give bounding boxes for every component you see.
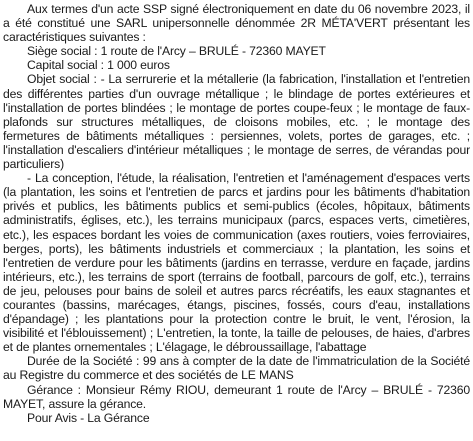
corporate-purpose-green-spaces: - La conception, l'étude, la réalisation, l'entretien et l'aménagement d'espaces verts (la plantation, les soins et l'entretien de parcs et jardins pour les bâtiments d'habitation privés et publics, les bâtiments publics et semi-publics (écoles, hôpitaux, bâtiments administratifs, églises, etc.), les terrains municipaux (parcs, espaces verts, cimetières, etc.), les espaces bordant les voies de communication (axes routiers, voies ferroviaires, berges, ports), les bâtiments industriels et commerciaux ; la plantation, les soins et l'entretien de verdure pour les bâtiments (jardins en terrasse, verdure en façade, jardins intérieurs, etc.), les terrains de sport (terrains de football, parcours de golf, etc.), terrains de jeu, pelouses pour bains de soleil et autres parcs récréatifs, les eaux stagnantes et courantes (bassins, marécages, étangs, piscines, fossés, cours d'eau, installations d'épandage) ; les plantations pour la protection contre le bruit, le vent, l'érosion, la visibilité et l'éblouissement) ; L'entretien, la tonte, la taille de pelouses, de haies, d'arbres et de plantes ornementales ; L'élagage, le débroussaillage, l'abattage [3,171,470,355]
notice-intro: Aux termes d'un acte SSP signé électroniquement en date du 06 novembre 2023, il a été constitué une SARL unipersonnelle dénommée 2R MÉTA'VERT présentant les caractéristiques suivantes : [3,2,470,45]
company-duration: Durée de la Société : 99 ans à compter de la date de l'immatriculation de la Société au Registre du commerce et des sociétés de LE MANS [3,354,470,383]
corporate-purpose-metalwork: Objet social : - La serrurerie et la métallerie (la fabrication, l'installation et l'entretien des différentes parties d'un ouvrage métallique ; le blindage de portes extérieures et l'installation de portes blindées ; le montage de portes coupe-feux ; le montage de faux-plafonds sur structures métalliques, de cloisons mobiles, etc. ; le montage des fermetures de bâtiments métalliques : persiennes, volets, portes de garages, etc. ; l'installation d'escaliers d'intérieur métalliques ; le montage de serres, de vérandas pour particuliers) [3,72,470,172]
registered-office: Siège social : 1 route de l'Arcy – BRULÉ - 72360 MAYET [27,44,326,59]
management: Gérance : Monsieur Rémy RIOU, demeurant 1 route de l'Arcy – BRULÉ - 72360 MAYET, assure la gérance. [3,382,470,411]
notice-signature: Pour Avis - La Gérance [27,410,150,425]
share-capital: Capital social : 1 000 euros [27,58,170,73]
